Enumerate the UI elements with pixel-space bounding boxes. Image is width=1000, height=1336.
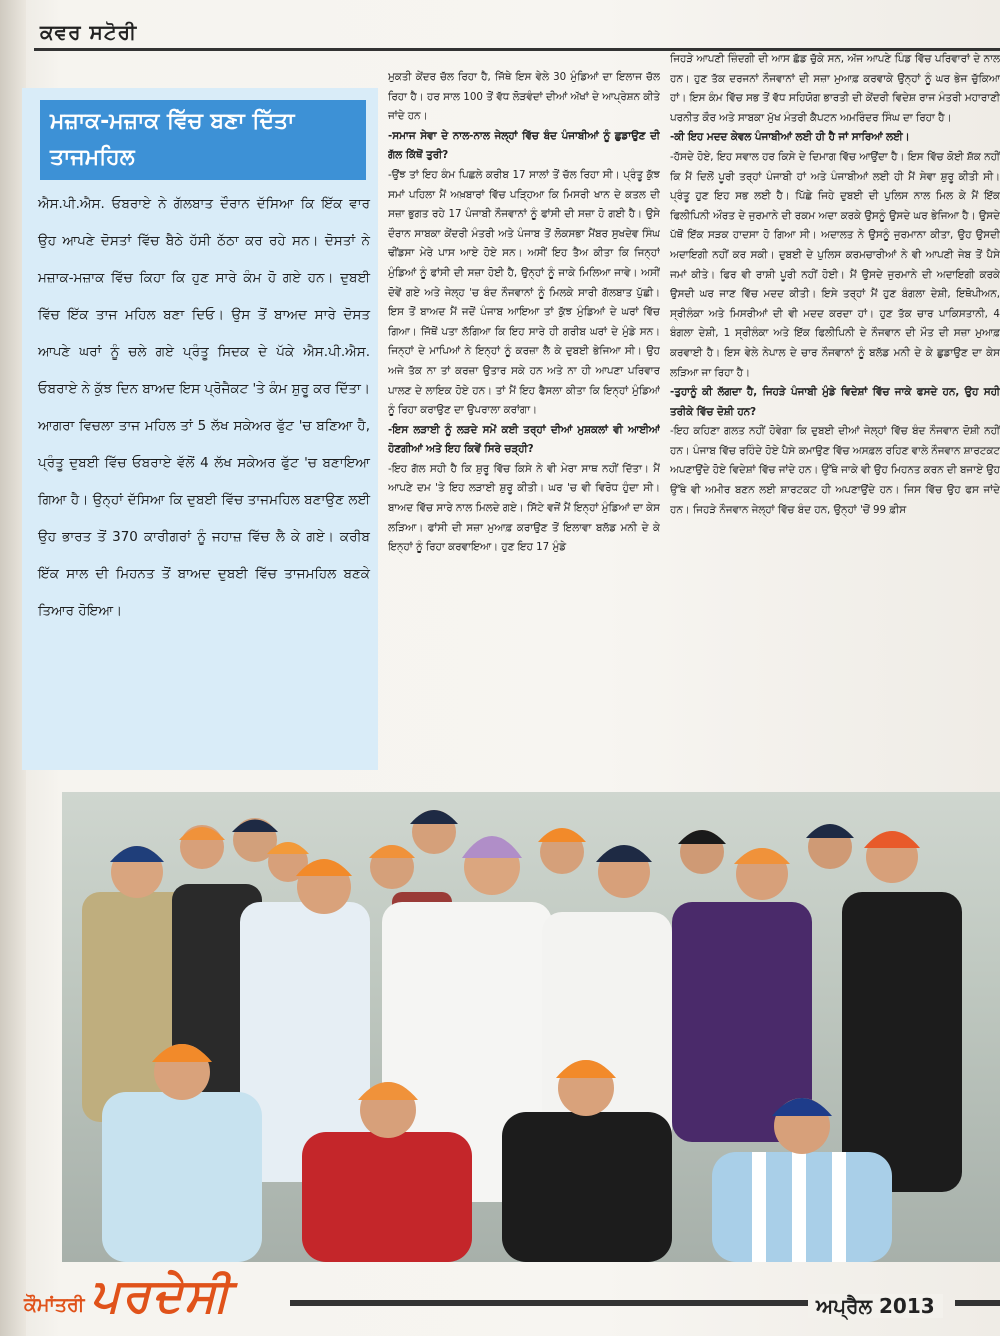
issue-date: ਅਪ੍ਰੈਲ 2013 xyxy=(808,1294,943,1318)
brand-big-text: ਪਰਦੇਸੀ xyxy=(90,1268,232,1322)
middle-question-1: -ਸਮਾਜ ਸੇਵਾ ਦੇ ਨਾਲ-ਨਾਲ ਜੇਲ੍ਹਾਂ ਵਿੱਚ ਬੰਦ ਪੰਜਾਬੀਆਂ ਨੂੰ ਛੁਡਾਉਣ ਦੀ ਗੱਲ ਕਿੱਥੋਂ ਤੁਰੀ? xyxy=(388,129,660,162)
group-photo xyxy=(62,792,1000,1262)
right-question-2: -ਤੁਹਾਨੂੰ ਕੀ ਲੱਗਦਾ ਹੈ, ਜਿਹੜੇ ਪੰਜਾਬੀ ਮੁੰਡੇ ਵਿਦੇਸ਼ਾਂ ਵਿੱਚ ਜਾਕੇ ਫਸਦੇ ਹਨ, ਉਹ ਸਹੀ ਤਰੀਕੇ ਵਿੱਚ ਦੋਸ਼ੀ ਹਨ? xyxy=(670,386,1000,418)
sidebar-headline: ਮਜ਼ਾਕ-ਮਜ਼ਾਕ ਵਿੱਚ ਬਣਾ ਦਿੱਤਾ ਤਾਜਮਹਿਲ xyxy=(40,100,366,180)
middle-question-2: -ਇਸ ਲੜਾਈ ਨੂੰ ਲੜਦੇ ਸਮੇਂ ਕਈ ਤਰ੍ਹਾਂ ਦੀਆਂ ਮੁਸ਼ਕਲਾਂ ਵੀ ਆਈਆਂ ਹੋਣਗੀਆਂ ਅਤੇ ਇਹ ਕਿਵੇਂ ਸਿਰੇ ਚੜ੍ਹੀ? xyxy=(388,423,660,456)
middle-column xyxy=(388,68,660,792)
section-label: ਕਵਰ ਸਟੋਰੀ xyxy=(40,20,138,44)
sidebar-body: ਐਸ.ਪੀ.ਐਸ. ਓਬਰਾਏ ਨੇ ਗੱਲਬਾਤ ਦੌਰਾਨ ਦੱਸਿਆ ਕਿ ਇੱਕ ਵਾਰ ਉਹ ਆਪਣੇ ਦੋਸਤਾਂ ਵਿੱਚ ਬੈਠੇ ਹੱਸੀ ਠੱਠਾ ਕਰ ਰਹੇ ਸਨ। ਦੋਸਤਾਂ ਨੇ ਮਜ਼ਾਕ-ਮਜ਼ਾਕ ਵਿੱਚ ਕਿਹਾ ਕਿ ਹੁਣ ਸਾਰੇ ਕੰਮ ਹੋ ਗਏ ਹਨ। ਦੁਬਈ ਵਿੱਚ ਇੱਕ ਤਾਜ ਮਹਿਲ ਬਣਾ ਦਿਓ। ਉਸ ਤੋਂ ਬਾਅਦ ਸਾਰੇ ਦੋਸਤ ਆਪਣੇ ਘਰਾਂ ਨੂੰ ਚਲੇ ਗਏ ਪ੍ਰੰਤੂ ਸਿਦਕ ਦੇ ਪੱਕੇ ਐਸ.ਪੀ.ਐਸ. ਓਬਰਾਏ ਨੇ ਕੁੱਝ ਦਿਨ ਬਾਅਦ ਇਸ ਪ੍ਰੋਜੈਕਟ 'ਤੇ ਕੰਮ ਸ਼ੁਰੂ ਕਰ ਦਿੱਤਾ। ਆਗਰਾ ਵਿਚਲਾ ਤਾਜ ਮਹਿਲ ਤਾਂ 5 ਲੱਖ ਸਕੇਅਰ ਫੁੱਟ 'ਚ ਬਣਿਆ ਹੈ, ਪ੍ਰੰਤੂ ਦੁਬਈ ਵਿੱਚ ਓਬਰਾਏ ਵੱਲੋਂ 4 ਲੱਖ ਸਕੇਅਰ ਫੁੱਟ 'ਚ ਬਣਾਇਆ ਗਿਆ ਹੈ। ਉਨ੍ਹਾਂ ਦੱਸਿਆ ਕਿ ਦੁਬਈ ਵਿੱਚ ਤਾਜਮਹਿਲ ਬਣਾਉਣ ਲਈ ਉਹ ਭਾਰਤ ਤੋਂ 370 ਕਾਰੀਗਰਾਂ ਨੂੰ ਜਹਾਜ਼ ਵਿੱਚ ਲੈ ਕੇ ਗਏ। ਕਰੀਬ ਇੱਕ ਸਾਲ ਦੀ ਮਿਹਨਤ ਤੋਂ ਬਾਅਦ ਦੁਬਈ ਵਿੱਚ ਤਾਜਮਹਿਲ ਬਣਕੇ ਤਿਆਰ ਹੋਇਆ। xyxy=(38,196,370,619)
right-column xyxy=(670,50,1000,812)
right-question-1: -ਕੀ ਇਹ ਮਦਦ ਕੇਵਲ ਪੰਜਾਬੀਆਂ ਲਈ ਹੀ ਹੈ ਜਾਂ ਸਾਰਿਆਂ ਲਈ। xyxy=(670,131,910,144)
right-paragraph-1: ਜਿਹੜੇ ਆਪਣੀ ਜ਼ਿੰਦਗੀ ਦੀ ਆਸ ਛੱਡ ਚੁੱਕੇ ਸਨ, ਅੱਜ ਆਪਣੇ ਪਿੰਡ ਵਿੱਚ ਪਰਿਵਾਰਾਂ ਦੇ ਨਾਲ ਹਨ। ਹੁਣ ਤੱਕ ਦਰਜਨਾਂ ਨੌਜਵਾਨਾਂ ਦੀ ਸਜ਼ਾ ਮੁਆਫ਼ ਕਰਵਾਕੇ ਉਨ੍ਹਾਂ ਨੂੰ ਘਰ ਭੇਜ ਚੁੱਕਿਆ ਹਾਂ। ਇਸ ਕੰਮ ਵਿੱਚ ਸਭ ਤੋਂ ਵੱਧ ਸਹਿਯੋਗ ਭਾਰਤੀ ਦੀ ਕੇਂਦਰੀ ਵਿਦੇਸ਼ ਰਾਜ ਮੰਤਰੀ ਮਹਾਰਾਣੀ ਪਰਨੀਤ ਕੌਰ ਅਤੇ ਸਾਬਕਾ ਮੁੱਖ ਮੰਤਰੀ ਕੈਪਟਨ ਅਮਰਿੰਦਰ ਸਿੰਘ ਦਾ ਰਿਹਾ ਹੈ। xyxy=(670,53,1000,124)
middle-paragraph-3: -ਇਹ ਗੱਲ ਸਹੀ ਹੈ ਕਿ ਸ਼ੁਰੂ ਵਿੱਚ ਕਿਸੇ ਨੇ ਵੀ ਮੇਰਾ ਸਾਥ ਨਹੀਂ ਦਿੱਤਾ। ਮੈਂ ਆਪਣੇ ਦਮ 'ਤੇ ਇਹ ਲੜਾਈ ਸ਼ੁਰੂ ਕੀਤੀ। ਘਰ 'ਚ ਵੀ ਵਿਰੋਧ ਹੁੰਦਾ ਸੀ। ਬਾਅਦ ਵਿੱਚ ਸਾਰੇ ਨਾਲ ਮਿਲਦੇ ਗਏ। ਸਿੱਟੇ ਵਜੋਂ ਮੈਂ ਇਨ੍ਹਾਂ ਮੁੰਡਿਆਂ ਦਾ ਕੇਸ ਲੜਿਆ। ਫਾਂਸੀ ਦੀ ਸਜ਼ਾ ਮੁਆਫ਼ ਕਰਾਉਣ ਤੋਂ ਇਲਾਵਾ ਬਲੱਡ ਮਨੀ ਦੇ ਕੇ ਇਨ੍ਹਾਂ ਨੂੰ ਰਿਹਾ ਕਰਵਾਇਆ। ਹੁਣ ਇਹ 17 ਮੁੰਡੇ xyxy=(388,462,660,554)
footer-rule-right xyxy=(955,1300,1000,1306)
right-paragraph-3: -ਇਹ ਕਹਿਣਾ ਗਲਤ ਨਹੀਂ ਹੋਵੇਗਾ ਕਿ ਦੁਬਈ ਦੀਆਂ ਜੇਲ੍ਹਾਂ ਵਿੱਚ ਬੰਦ ਨੌਜਵਾਨ ਦੋਸ਼ੀ ਨਹੀਂ ਹਨ। ਪੰਜਾਬ ਵਿੱਚ ਰਹਿੰਦੇ ਹੋਏ ਪੈਸੇ ਕਮਾਉਣ ਵਿੱਚ ਅਸਫ਼ਲ ਰਹਿਣ ਵਾਲੇ ਨੌਜਵਾਨ ਸ਼ਾਰਟਕਟ ਅਪਣਾਉਂਦੇ ਹੋਏ ਵਿਦੇਸ਼ਾਂ ਵਿੱਚ ਜਾਂਦੇ ਹਨ। ਉੱਥੇ ਜਾਕੇ ਵੀ ਉਹ ਮਿਹਨਤ ਕਰਨ ਦੀ ਬਜਾਏ ਉਹ ਉੱਥੇ ਵੀ ਅਮੀਰ ਬਣਨ ਲਈ ਸ਼ਾਰਟਕਟ ਹੀ ਅਪਣਾਉਂਦੇ ਹਨ। ਜਿਸ ਵਿੱਚ ਉਹ ਫਸ ਜਾਂਦੇ ਹਨ। ਜਿਹੜੇ ਨੌਜਵਾਨ ਜੇਲ੍ਹਾਂ ਵਿੱਚ ਬੰਦ ਹਨ, ਉਨ੍ਹਾਂ 'ਚੋਂ 99 ਫ਼ੀਸ xyxy=(670,425,1000,516)
group-photo-illustration xyxy=(62,792,1000,1262)
middle-paragraph-1: ਮੁਕਤੀ ਕੇਂਦਰ ਚੱਲ ਰਿਹਾ ਹੈ, ਜਿੱਥੇ ਇਸ ਵੇਲੇ 30 ਮੁੰਡਿਆਂ ਦਾ ਇਲਾਜ ਚੱਲ ਰਿਹਾ ਹੈ। ਹਰ ਸਾਲ 100 ਤੋਂ ਵੱਧ ਲੋੜਵੰਦਾਂ ਦੀਆਂ ਅੱਖਾਂ ਦੇ ਆਪ੍ਰੇਸ਼ਨ ਕੀਤੇ ਜਾਂਦੇ ਹਨ। xyxy=(388,71,660,123)
middle-paragraph-2: -ਉਂਝ ਤਾਂ ਇਹ ਕੰਮ ਪਿਛਲੇ ਕਰੀਬ 17 ਸਾਲਾਂ ਤੋਂ ਚੱਲ ਰਿਹਾ ਸੀ। ਪ੍ਰੰਤੂ ਕੁੱਝ ਸਮਾਂ ਪਹਿਲਾ ਮੈਂ ਅਖ਼ਬਾਰਾਂ ਵਿੱਚ ਪੜ੍ਹਿਆ ਕਿ ਮਿਸਰੀ ਖਾਨ ਦੇ ਕਤਲ ਦੀ ਸਜ਼ਾ ਭੁਗਤ ਰਹੇ 17 ਪੰਜਾਬੀ ਨੌਜਵਾਨਾਂ ਨੂੰ ਫਾਂਸੀ ਦੀ ਸਜ਼ਾ ਹੋ ਗਈ ਹੈ। ਉਸੇ ਦੌਰਾਨ ਸਾਬਕਾ ਕੇਂਦਰੀ ਮੰਤਰੀ ਅਤੇ ਪੰਜਾਬ ਤੋਂ ਲੋਕਸਭਾ ਮੈਂਬਰ ਸੁਖਦੇਵ ਸਿੰਘ ਢੀਂਡਸਾ ਮੇਰੇ ਪਾਸ ਆਏ ਹੋਏ ਸਨ। ਅਸੀਂ ਇਹ ਤੈਅ ਕੀਤਾ ਕਿ ਜਿਨ੍ਹਾਂ ਮੁੰਡਿਆਂ ਨੂੰ ਫਾਂਸੀ ਦੀ ਸਜ਼ਾ ਹੋਈ ਹੈ, ਉਨ੍ਹਾਂ ਨੂੰ ਜਾਕੇ ਮਿਲਿਆ ਜਾਵੇ। ਅਸੀਂ ਦੋਵੇਂ ਗਏ ਅਤੇ ਜੇਲ੍ਹ 'ਚ ਬੰਦ ਨੌਜਵਾਨਾਂ ਨੂੰ ਮਿਲਕੇ ਸਾਰੀ ਗੱਲਬਾਤ ਪੁੱਛੀ। ਇਸ ਤੋਂ ਬਾਅਦ ਮੈਂ ਜਦੋਂ ਪੰਜਾਬ ਆਇਆ ਤਾਂ ਕੁੱਝ ਮੁੰਡਿਆਂ ਦੇ ਘਰਾਂ ਵਿੱਚ ਗਿਆ। ਜਿੱਥੋਂ ਪਤਾ ਲੱਗਿਆ ਕਿ ਇਹ ਸਾਰੇ ਹੀ ਗਰੀਬ ਘਰਾਂ ਦੇ ਮੁੰਡੇ ਸਨ। ਜਿਨ੍ਹਾਂ ਦੇ ਮਾਪਿਆਂ ਨੇ ਇਨ੍ਹਾਂ ਨੂੰ ਕਰਜ਼ਾ ਲੈ ਕੇ ਦੁਬਈ ਭੇਜਿਆ ਸੀ। ਉਹ ਅਜੇ ਤੱਕ ਨਾ ਤਾਂ ਕਰਜ਼ਾ ਉਤਾਰ ਸਕੇ ਹਨ ਅਤੇ ਨਾ ਹੀ ਆਪਣਾ ਪਰਿਵਾਰ ਪਾਲਣ ਦੇ ਲਾਇਕ ਹੋਏ ਹਨ। ਤਾਂ ਮੈਂ ਇਹ ਫੈਸਲਾ ਕੀਤਾ ਕਿ ਇਨ੍ਹਾਂ ਮੁੰਡਿਆਂ ਨੂੰ ਰਿਹਾ ਕਰਾਉਣ ਦਾ ਉਪਰਾਲਾ ਕਰਾਂਗਾ। xyxy=(388,168,660,417)
right-paragraph-2: -ਹੱਸਦੇ ਹੋਏ, ਇਹ ਸਵਾਲ ਹਰ ਕਿਸੇ ਦੇ ਦਿਮਾਗ ਵਿੱਚ ਆਉਂਦਾ ਹੈ। ਇਸ ਵਿੱਚ ਕੋਈ ਸ਼ੱਕ ਨਹੀਂ ਕਿ ਮੈਂ ਦਿਲੋਂ ਪੂਰੀ ਤਰ੍ਹਾਂ ਪੰਜਾਬੀ ਹਾਂ ਅਤੇ ਪੰਜਾਬੀਆਂ ਲਈ ਹੀ ਮੈਂ ਸੇਵਾ ਸ਼ੁਰੂ ਕੀਤੀ ਸੀ। ਪ੍ਰੰਤੂ ਹੁਣ ਇਹ ਸਭ ਲਈ ਹੈ। ਪਿੱਛੇ ਜਿਹੇ ਦੁਬਈ ਦੀ ਪੁਲਿਸ ਨਾਲ ਮਿਲ ਕੇ ਮੈਂ ਇੱਕ ਫਿਲੀਪਿਨੀ ਔਰਤ ਦੇ ਜੁਰਮਾਨੇ ਦੀ ਰਕਮ ਅਦਾ ਕਰਕੇ ਉਸਨੂੰ ਉਸਦੇ ਘਰ ਭੇਜਿਆ ਹੈ। ਉਸਦੇ ਪੱਥੋਂ ਇੱਕ ਸੜਕ ਹਾਦਸਾ ਹੋ ਗਿਆ ਸੀ। ਅਦਾਲਤ ਨੇ ਉਸਨੂੰ ਜੁਰਮਾਨਾ ਕੀਤਾ, ਉਹ ਉਸਦੀ ਅਦਾਇਗੀ ਨਹੀਂ ਕਰ ਸਕੀ। ਦੁਬਈ ਦੇ ਪੁਲਿਸ ਕਰਮਚਾਰੀਆਂ ਨੇ ਵੀ ਆਪਣੀ ਜੇਬ ਤੋਂ ਪੈਸੇ ਜਮਾਂ ਕੀਤੇ। ਫਿਰ ਵੀ ਰਾਸ਼ੀ ਪੂਰੀ ਨਹੀਂ ਹੋਈ। ਮੈਂ ਉਸਦੇ ਜੁਰਮਾਨੇ ਦੀ ਅਦਾਇਗੀ ਕਰਕੇ ਉਸਦੀ ਘਰ ਜਾਣ ਵਿੱਚ ਮਦਦ ਕੀਤੀ। ਇਸੇ ਤਰ੍ਹਾਂ ਮੈਂ ਹੁਣ ਬੰਗਲਾ ਦੇਸ਼ੀ, ਇਥੋਪੀਅਨ, ਸ੍ਰੀਲੰਕਾ ਅਤੇ ਮਿਸਰੀਆਂ ਦੀ ਵੀ ਮਦਦ ਕਰਦਾ ਹਾਂ। ਹੁਣ ਤੱਕ ਚਾਰ ਪਾਕਿਸਤਾਨੀ, 4 ਬੰਗਲਾ ਦੇਸ਼ੀ, 1 ਸ੍ਰੀਲੰਕਾ ਅਤੇ ਇੱਕ ਫਿਲੀਪਿਨੀ ਦੇ ਨੌਜਵਾਨ ਦੀ ਮੌਤ ਦੀ ਸਜ਼ਾ ਮੁਆਫ਼ ਕਰਵਾਈ ਹੈ। ਇਸ ਵੇਲੇ ਨੇਪਾਲ ਦੇ ਚਾਰ ਨੌਜਵਾਨਾਂ ਨੂੰ ਬਲੱਡ ਮਨੀ ਦੇ ਕੇ ਛੁਡਾਉਣ ਦਾ ਕੇਸ ਲੜਿਆ ਜਾ ਰਿਹਾ ਹੈ। xyxy=(670,150,1000,379)
footer-rule-left xyxy=(290,1300,870,1306)
brand-small-text: ਕੌਮਾਂਤਰੀ xyxy=(24,1294,85,1316)
magazine-brand xyxy=(24,1268,231,1324)
